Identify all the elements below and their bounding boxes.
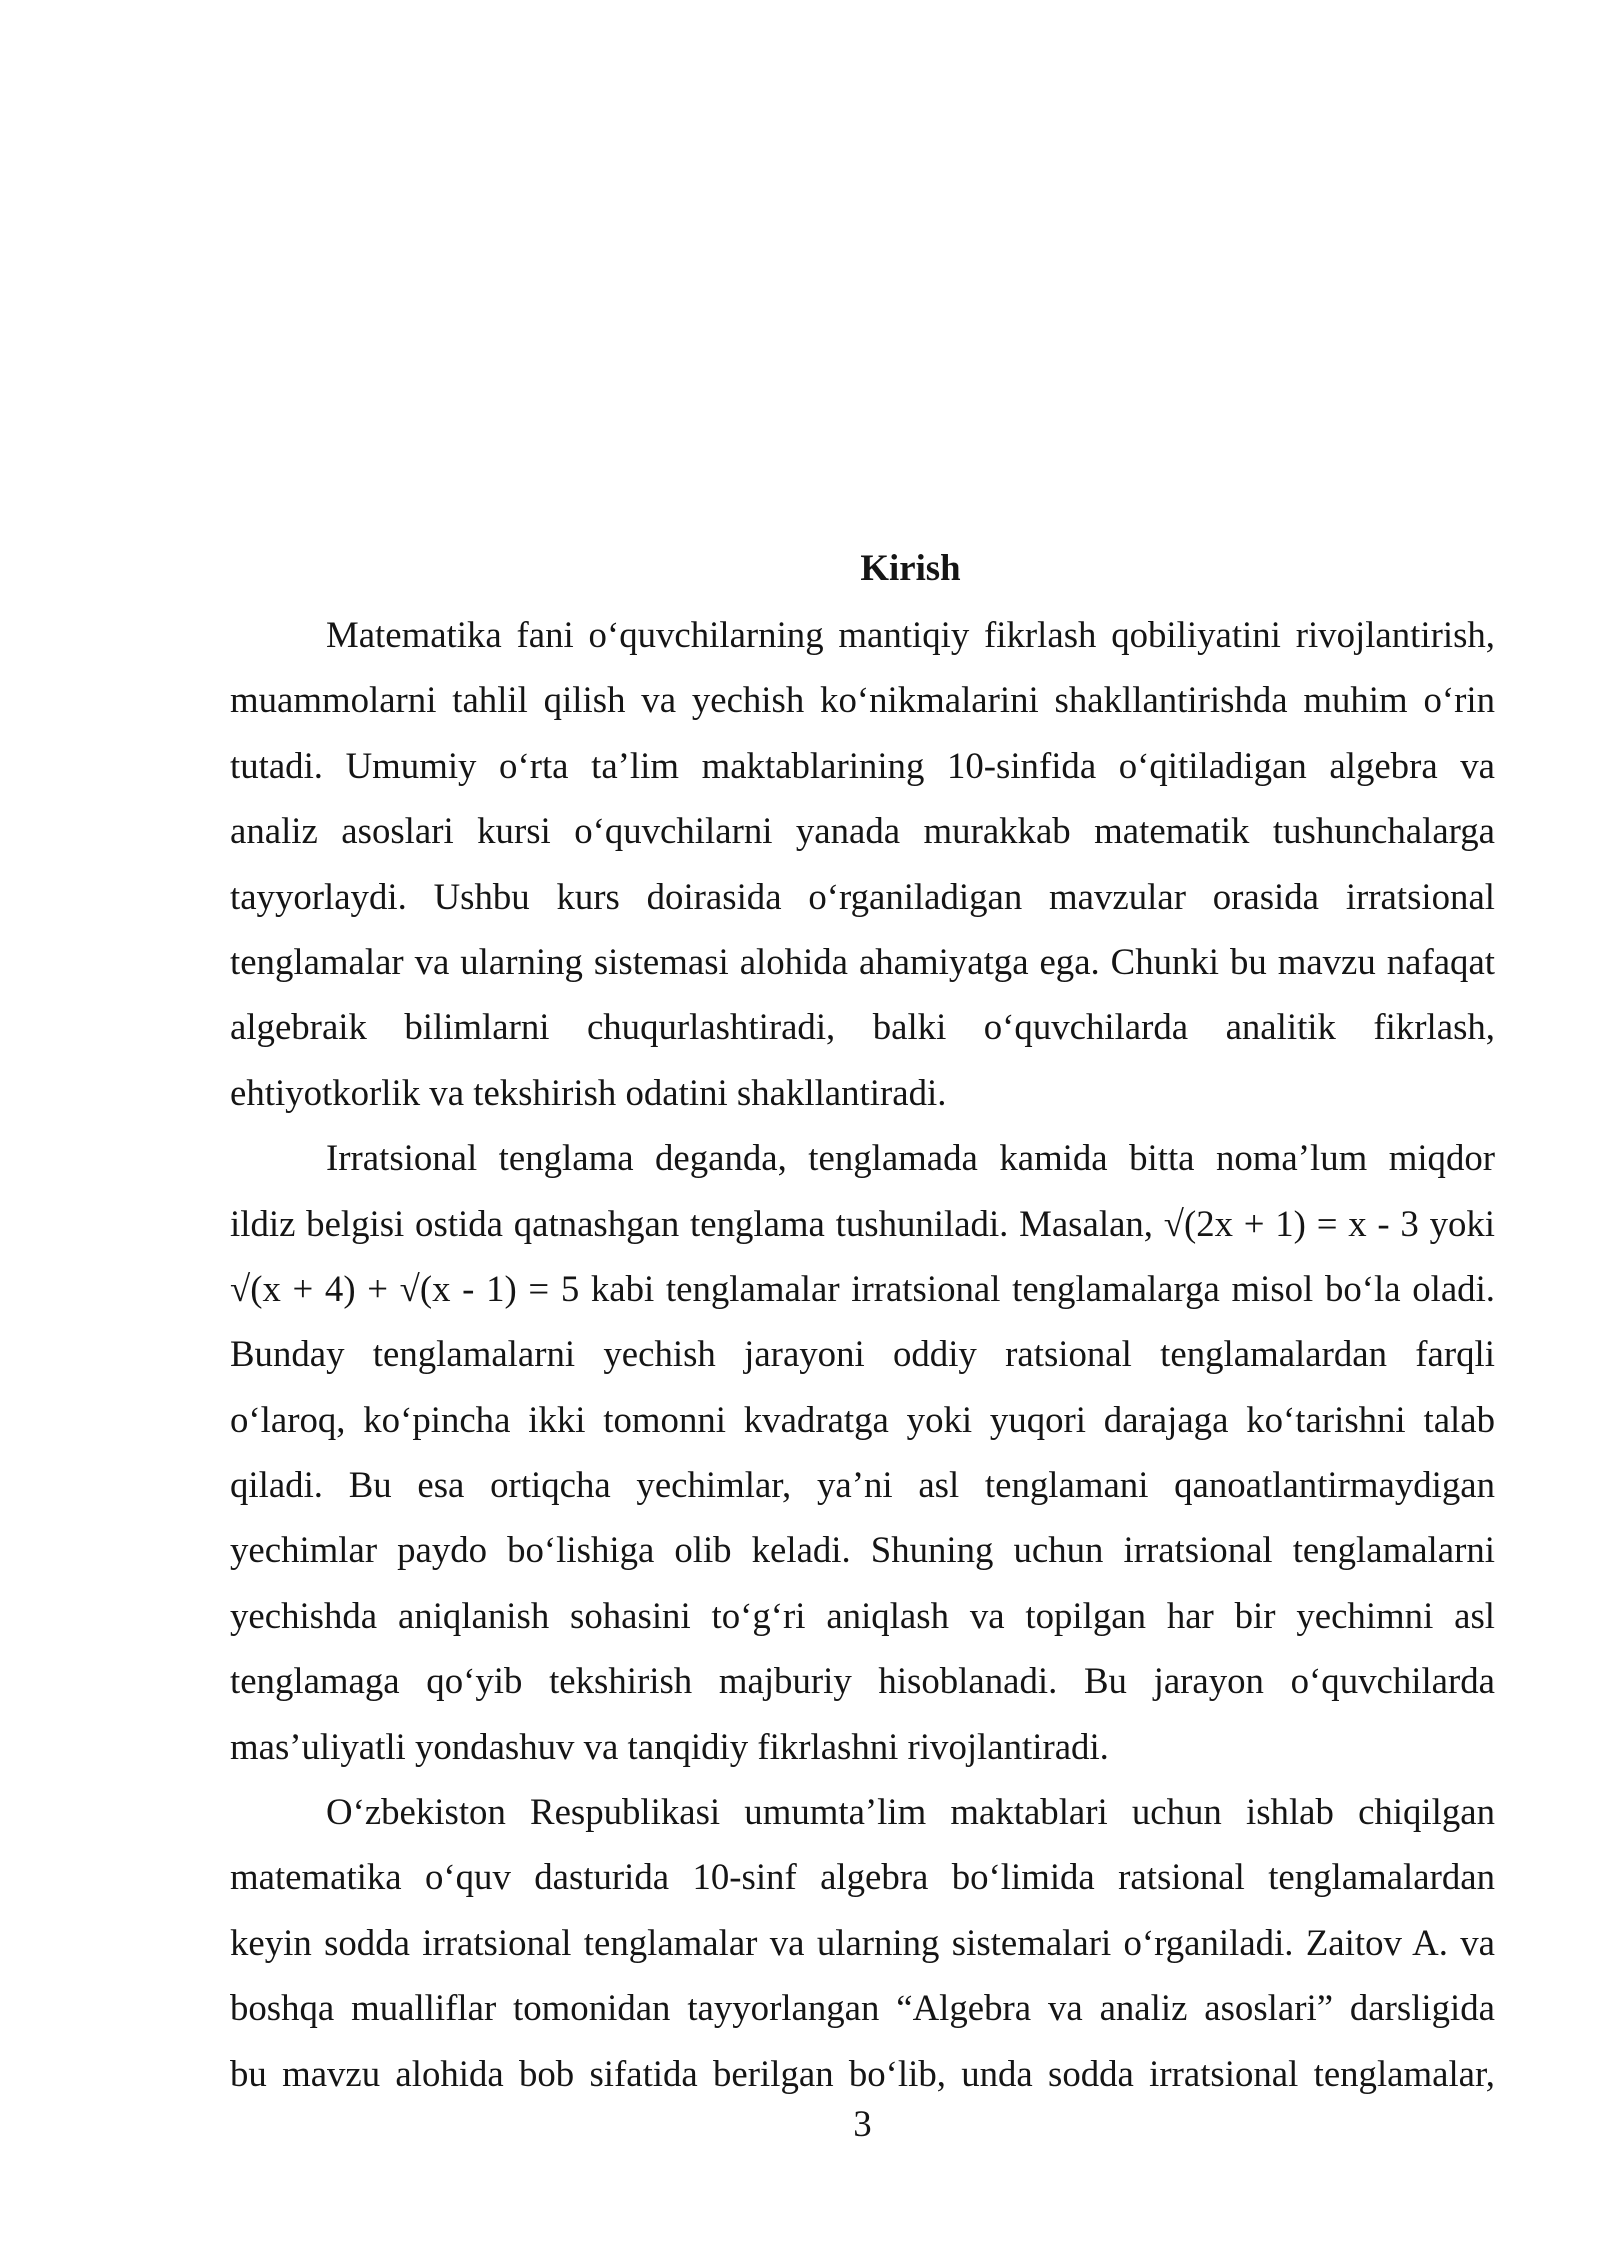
section-heading: Kirish: [860, 547, 961, 588]
paragraph-line: mas’uliyatli yondashuv va tanqidiy fikrlashni rivojlantiradi.: [230, 1725, 1109, 1767]
paragraph-line: tenglamaga qo‘yib tekshirish majburiy hisoblanadi. Bu jarayon o‘quvchilarda: [230, 1660, 1495, 1702]
paragraph-line: muammolarni tahlil qilish va yechish ko‘nikmalarini shakllantirishda muhim o‘rin: [230, 679, 1495, 721]
paragraph-line: tutadi. Umumiy o‘rta ta’lim maktablarining 10-sinfida o‘qitiladigan algebra va: [230, 744, 1495, 786]
paragraph-line: Matematika fani o‘quvchilarning mantiqiy fikrlash qobiliyatini rivojlantirish,: [326, 614, 1495, 655]
paragraph-line: O‘zbekiston Respublikasi umumta’lim maktablari uchun ishlab chiqilgan: [326, 1791, 1495, 1833]
paragraph-line: ildiz belgisi ostida qatnashgan tenglama tushuniladi. Masalan, √(2x + 1) = x - 3 yoki: [230, 1202, 1495, 1244]
page-content: [230, 534, 1495, 2106]
paragraph-line: √(x + 4) + √(x - 1) = 5 kabi tenglamalar irratsional tenglamalarga misol bo‘la oladi.: [230, 1267, 1495, 1309]
paragraph-line: Irratsional tenglama deganda, tenglamada kamida bitta noma’lum miqdor: [326, 1137, 1495, 1179]
paragraph-line: keyin sodda irratsional tenglamalar va ularning sistemalari o‘rganiladi. Zaitov A. va: [230, 1921, 1495, 1963]
paragraph-line: yechishda aniqlanish sohasini to‘g‘ri aniqlash va topilgan har bir yechimni asl: [230, 1594, 1495, 1636]
paragraph: [230, 1779, 1495, 2106]
paragraph-line: tenglamalar va ularning sistemasi alohida ahamiyatga ega. Chunki bu mavzu nafaqat: [230, 940, 1495, 982]
paragraph-line: bu mavzu alohida bob sifatida berilgan bo‘lib, unda sodda irratsional tenglamalar,: [230, 2052, 1495, 2094]
paragraph-line: boshqa mualliflar tomonidan tayyorlangan “Algebra va analiz asoslari” darsligida: [230, 1987, 1495, 2029]
paragraph: [230, 1125, 1495, 1779]
paragraph-line: yechimlar paydo bo‘lishiga olib keladi. Shuning uchun irratsional tenglamalarni: [230, 1529, 1495, 1571]
paragraph-line: tayyorlaydi. Ushbu kurs doirasida o‘rganiladigan mavzular orasida irratsional: [230, 875, 1495, 917]
paragraph-line: Bunday tenglamalarni yechish jarayoni oddiy ratsional tenglamalardan farqli: [230, 1333, 1495, 1375]
paragraph: [230, 602, 1495, 1125]
paragraph-line: algebraik bilimlarni chuqurlashtiradi, balki o‘quvchilarda analitik fikrlash,: [230, 1006, 1495, 1048]
paragraph-line: o‘laroq, ko‘pincha ikki tomonni kvadratga yoki yuqori darajaga ko‘tarishni talab: [230, 1398, 1495, 1440]
page-number: 3: [853, 2103, 872, 2144]
paragraph-line: qiladi. Bu esa ortiqcha yechimlar, ya’ni asl tenglamani qanoatlantirmaydigan: [230, 1464, 1495, 1506]
paragraph-line: analiz asoslari kursi o‘quvchilarni yanada murakkab matematik tushunchalarga: [230, 810, 1495, 852]
paragraph-line: matematika o‘quv dasturida 10-sinf algebra bo‘limida ratsional tenglamalardan: [230, 1856, 1495, 1898]
paragraph-line: ehtiyotkorlik va tekshirish odatini shakllantiradi.: [230, 1071, 947, 1113]
